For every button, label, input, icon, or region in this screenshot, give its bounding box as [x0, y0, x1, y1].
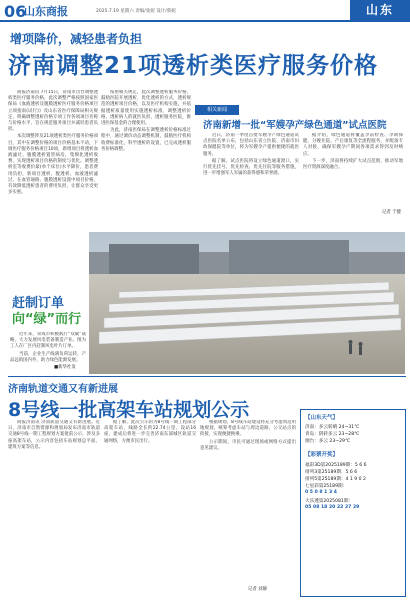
- paragraph: 据介绍，绿色通道将覆盖孕前检查、孕期保健、分娩住院、产后康复等全流程服务，并配备专人对接，确保军嫂孕产期间各项需求得到及时响应。: [303, 133, 403, 157]
- weather-title: 【山东天气】: [305, 415, 339, 421]
- paragraph: 为此，济南医保局在调整透析价格标准过程中，通过调价动态调整机制，鼓励医疗机构收费标准化，科学透析的设置，已完成透析服务价格调整。: [101, 128, 191, 152]
- photo-title-line-1: 赶制订单: [12, 296, 65, 311]
- lottery-line: 七星彩第25189期：: [305, 484, 348, 489]
- lottery-line: 排列5第25189期：4 1 9 0 2: [305, 477, 366, 482]
- lottery-title: 【彩票开奖】: [305, 452, 339, 458]
- paragraph: 商报济南讯 7月15日，济南市出台调整透析类医疗服务价格，此次调整严格按照国家医保局《血液透析及腹膜透析医疗服务价格项目立项指南(试行)》及山东省医疗保障局相关规定，明确调整透析价格专项工作各项项目名称与价格水平，旨在规范服务项目并减轻患者负担。: [8, 90, 98, 133]
- lead-kicker: 增项降价，减轻患者负担: [10, 32, 143, 46]
- lead-headline: 济南调整21项透析类医疗服务价格: [8, 53, 379, 79]
- lead-column-1: [8, 90, 98, 230]
- divider: [8, 376, 406, 377]
- page-number: 06: [4, 2, 27, 21]
- lottery-line: 大乐透第2025081期：: [305, 499, 354, 504]
- paragraph: 公示期间，市民可通过现场或网络方式提出意见建议。: [200, 439, 296, 451]
- second-column-1: [8, 420, 100, 596]
- second-column-3: [200, 420, 296, 580]
- weather-line: 济南：多云转晴 24~31℃: [305, 425, 360, 430]
- second-byline: 记者 刘静: [248, 587, 267, 592]
- lottery-numbers: 0 5 0 8 1 3 4: [305, 490, 337, 495]
- paragraph: 当前，企业生产线满负荷运转，产品远销国内外，助力绿色能源发展。: [10, 351, 86, 363]
- related-news-tab: 相关新闻: [195, 105, 239, 115]
- paragraph: 根据规划，8号线车站建设将充分考虑周边用地规划，统筹考虑车站与周边道路、公交站点的衔接，实现便捷换乘。: [200, 420, 296, 438]
- weather-line: 青岛：阴转多云 23~28℃: [305, 432, 360, 437]
- photo-title-line-2: 向“绿”而行: [12, 312, 82, 327]
- lottery-line: 排列3第25189期：5 6 6: [305, 470, 358, 475]
- paragraph: 据了解，此次公示的为8号线一期工程部分高架车站，线路全长约22.74公里，设站16座，建成后将进一步完善济南东部城区轨道交通网络，方便市民出行。: [104, 420, 196, 444]
- paragraph: 本次调整涉及21项透析类医疗服务价格项目，其中在调整价格的项目价格基本不动，下调医疗服务价格项目10项，新增项目将透析血液滤过、腹膜透析置管病房，集细化透析收费，实现透析项目价格的制度与优化。调整透析室等收费价最(单个床位)水平降价，患者费用负担，新项目透析、腹透析、血液透析滤过、在血管通路、腹膜透析设置中项目价格，有效降低透析患者的费用负担，让群众享受更多实惠。: [8, 134, 98, 196]
- related-byline: 记者 于健: [382, 210, 401, 215]
- second-kicker: 济南轨道交通又有新进展: [8, 384, 118, 395]
- second-headline: 8号线一批高架车站规划公示: [8, 399, 250, 421]
- paragraph: 据了解，试点医院将设立绿色通道窗口，实行优先挂号、优先检查、优先住院等服务措施，进一步增强军人军属的获得感和荣誉感。: [203, 158, 299, 177]
- weather-line: 烟台：多云 23~29℃: [305, 439, 351, 444]
- paragraph: 商报济南讯 济南轨道交通又有新进展。近日，济南市自然资源和规划局发布济南市轨道交通8号线一期工程规划方案批前公示，涉及多座高架车站，公示内容包括车站规划总平面、建筑方案等信息。: [8, 420, 100, 450]
- paragraph: 近日，济南一季度首批军嫂孕产绿色通道试点医院名单公布，包括山东省立医院、济南市妇幼保健院等单位，将为军嫂孕产提供便捷的就医服务。: [203, 133, 299, 157]
- related-column-1: [203, 133, 299, 215]
- photo-credit: ■新华社发: [54, 365, 76, 370]
- second-column-2: [104, 420, 196, 596]
- paper-name: 山东商报: [24, 5, 68, 18]
- related-news-box: [195, 105, 405, 217]
- factory-yard-image: [89, 232, 405, 374]
- photo-story-title: [12, 296, 81, 328]
- paragraph: 近年来，荣成市积极践行“双碳”战略，大力发展风电装备制造产业。图为工人在厂区内赶制风电叶片订单。: [10, 332, 86, 350]
- lottery-line: 福彩3D第2025189期：5 6 6: [305, 463, 367, 468]
- related-news-headline: 济南新增一批“军嫂孕产绿色通道”试点医院: [203, 120, 387, 131]
- related-column-2: [303, 133, 403, 209]
- news-photo-wind-turbine-blades: [89, 232, 405, 374]
- lead-column-2: [101, 90, 191, 230]
- lottery-numbers: 05 08 18 20 22 27 29: [305, 505, 360, 510]
- paragraph: 下一步，济南将持续扩大试点范围，推动军地医疗资源深度融合。: [303, 158, 403, 171]
- dateline: 2025.7.19 星期六 责编/张妮 设计/蔡妮: [96, 9, 176, 14]
- info-sidebar: [300, 409, 406, 597]
- masthead: [0, 0, 410, 22]
- paragraph: 按照相关规定，此次调整透析服务价格，鼓励医院开展透析，优化透析的方式，透析规范的透析项目价格，以及医疗机构实施，并依据透析质量使用实施透析标准，调整透析价格，透析病人的就医负担，透析服务医院，推进医保基金的合理使用。: [101, 90, 191, 127]
- section-tag: 山东: [350, 0, 410, 20]
